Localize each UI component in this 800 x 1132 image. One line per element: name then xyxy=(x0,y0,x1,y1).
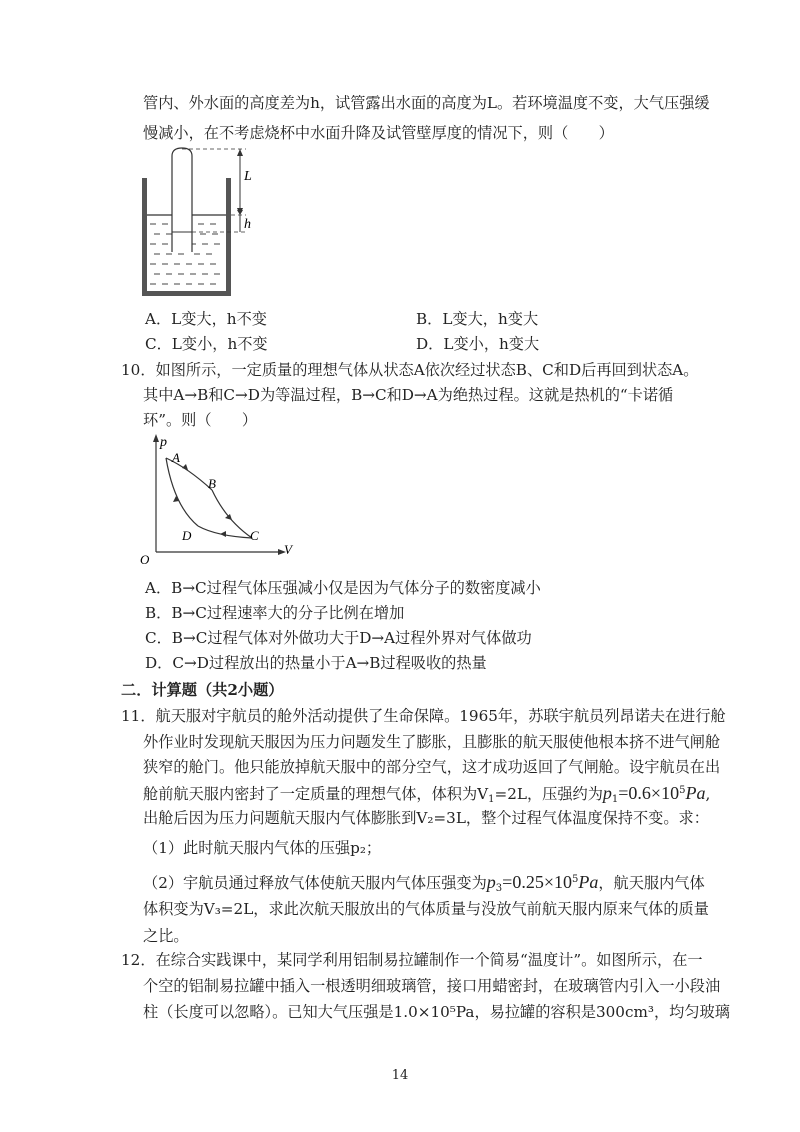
q12-line-3: 柱（长度可以忽略）。已知大气压强是1.0×10⁵Pa，易拉罐的容积是300cm³，均匀玻璃 xyxy=(143,1003,730,1021)
q12-line-2: 个空的铝制易拉罐中插入一根透明细玻璃管，接口用蜡密封，在玻璃管内引入一小段油 xyxy=(143,977,721,995)
h-arrow xyxy=(237,210,243,215)
state-a-label: A xyxy=(172,450,180,465)
p3-variable: p xyxy=(486,872,496,892)
q11-line-3: 狭窄的舱门。他只能放掉航天服中的部分空气，这才成功返回了气闸舱。设宇航员在出 xyxy=(143,758,721,776)
beaker-right-wall xyxy=(226,178,231,296)
q11-line-9: 之比。 xyxy=(143,927,189,945)
q11-sub2-text-b: ，航天服内气体 xyxy=(598,874,705,892)
axis-label-v: V xyxy=(284,542,292,557)
q10-line-1: 10．如图所示，一定质量的理想气体从状态A依次经过状态B、C和D后再回到状态A。 xyxy=(121,361,699,379)
arrow-cd xyxy=(220,531,226,537)
p1-unit: Pa xyxy=(685,783,706,803)
q11-line-1: 11．航天服对宇航员的舱外活动提供了生命保障。1965年，苏联宇航员列昂诺夫在进行舱 xyxy=(121,707,726,725)
p1-value: =0.6×10 xyxy=(618,783,680,803)
arrow-bc xyxy=(225,514,232,520)
page-number: 14 xyxy=(391,1068,409,1083)
q11-line-2: 外作业时发现航天服因为压力问题发生了膨胀，且膨胀的航天服使他根本挤不进气闸舱 xyxy=(143,733,721,751)
q10-line-2: 其中A→B和C→D为等温过程，B→C和D→A为绝热过程。这就是热机的“卡诺循 xyxy=(143,386,674,404)
q11-subquestion-1: （1）此时航天服内气体的压强p₂； xyxy=(143,839,382,857)
p1-variable: p xyxy=(602,783,612,803)
curve-d-to-a xyxy=(166,458,198,526)
beaker-bottom xyxy=(142,291,231,296)
q11-line-4-text: 舱前航天服内密封了一定质量的理想气体，体积为V xyxy=(143,785,489,803)
q9-option-d: D．L变小，h变大 xyxy=(416,335,540,353)
p-axis-arrow xyxy=(153,434,159,442)
p3-unit: Pa xyxy=(578,872,599,892)
q11-line-5: 出舱后因为压力问题航天服内气体膨胀到V₂=3L，整个过程气体温度保持不变。求： xyxy=(143,809,709,827)
beaker-left-wall xyxy=(142,178,147,296)
q9-line-1: 管内、外水面的高度差为h，试管露出水面的高度为L。若环境温度不变，大气压强缓 xyxy=(143,94,710,112)
q11-line-4-text-b: =2L，压强约为 xyxy=(494,785,603,803)
q10-option-a: A．B→C过程气体压强减小仅是因为气体分子的数密度减小 xyxy=(145,579,541,597)
q9-line-2: 慢减小，在不考虑烧杯中水面升降及试管壁厚度的情况下，则（ ） xyxy=(143,124,614,142)
curve-b-to-c xyxy=(212,490,252,538)
q9-option-c: C．L变小，h不变 xyxy=(145,335,268,353)
p1-subscript: 1 xyxy=(611,794,619,805)
l-arrow-top xyxy=(237,149,243,156)
q11-line-4: 舱前航天服内密封了一定质量的理想气体，体积为$V_1=2L$，压强约为$p_1=0.6\times 10^5Pa$, xyxy=(143,783,711,805)
q10-pv-diagram xyxy=(136,430,306,570)
axis-label-p: p xyxy=(160,435,167,450)
q10-line-3: 环”。则（ ） xyxy=(143,411,258,429)
p1-exponent: 5 xyxy=(679,785,686,796)
origin-label: O xyxy=(140,552,150,567)
q11-subquestion-2 xyxy=(143,870,705,899)
q10-option-c: C．B→C过程气体对外做功大于D→A过程外界对气体做功 xyxy=(145,629,532,647)
label-L: L xyxy=(244,169,252,184)
q11-sub2-text: （2）宇航员通过释放气体使航天服内气体压强变为 xyxy=(143,874,487,892)
p3-subscript: 3 xyxy=(495,883,503,894)
q10-option-d: D．C→D过程放出的热量小于A→B过程吸收的热量 xyxy=(145,654,487,672)
q10-option-b: B．B→C过程速率大的分子比例在增加 xyxy=(145,604,405,622)
q9-option-b: B．L变大，h变大 xyxy=(416,310,539,328)
p3-exponent: 5 xyxy=(571,874,579,885)
section-heading: 二．计算题（共2小题） xyxy=(121,681,284,699)
q11-line-8: 体积变为V₃=2L，求此次航天服放出的气体质量与没放气前航天服内原来气体的质量 xyxy=(143,900,709,918)
label-h: h xyxy=(244,217,251,232)
p3-value: =0.25×10 xyxy=(502,872,572,892)
q12-line-1: 12．在综合实践课中，某同学利用铝制易拉罐制作一个简易“温度计”。如图所示，在一 xyxy=(121,951,703,969)
q9-option-a: A．L变大，h不变 xyxy=(145,310,267,328)
state-c-label: C xyxy=(250,528,259,543)
state-b-label: B xyxy=(208,476,216,491)
q9-beaker-figure xyxy=(138,140,268,300)
test-tube xyxy=(172,148,192,252)
state-d-label: D xyxy=(182,528,192,543)
